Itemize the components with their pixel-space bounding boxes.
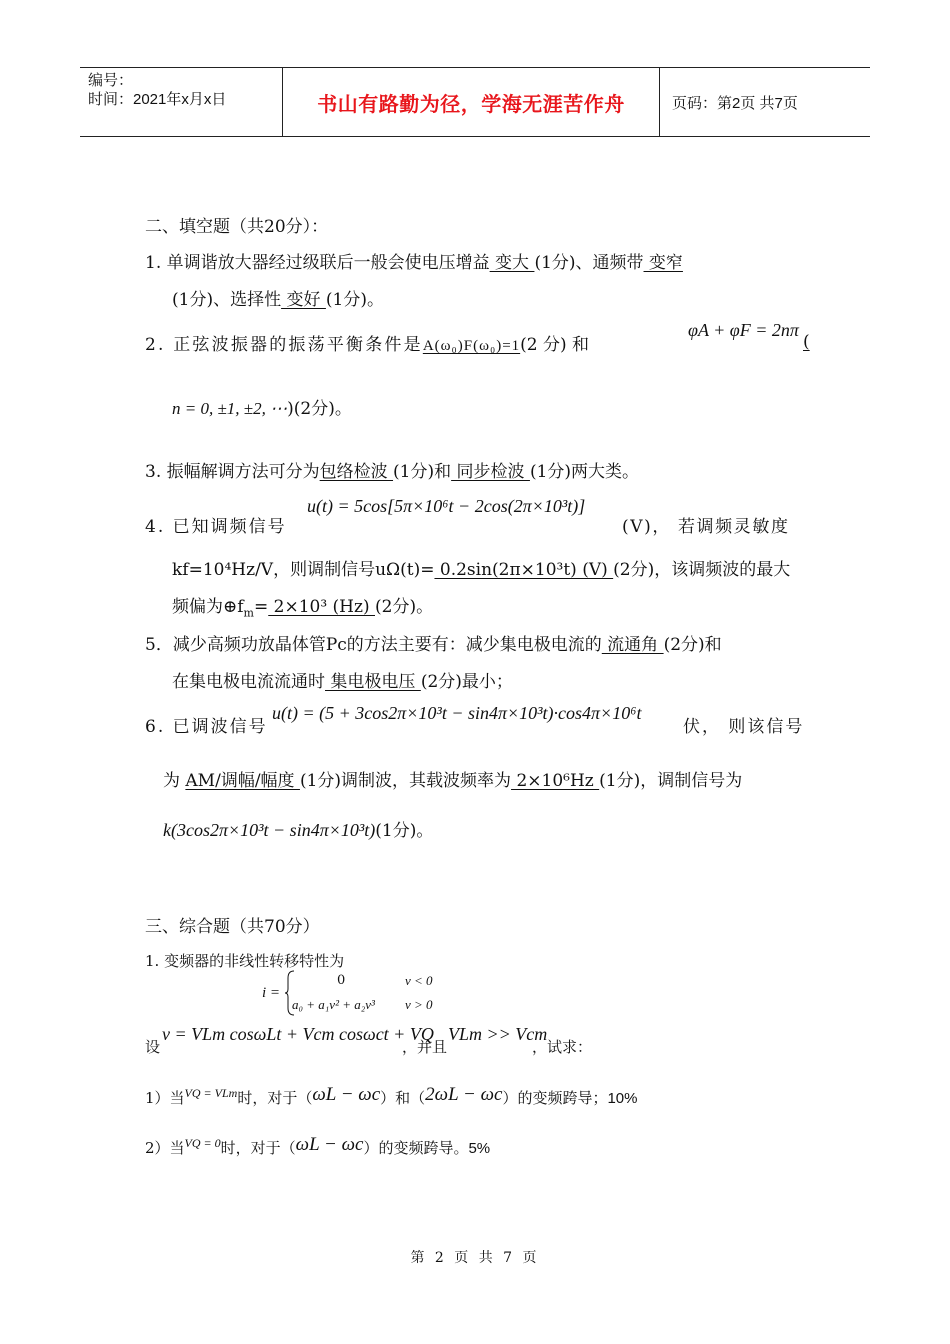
q5-answer-angle: 流通角 bbox=[601, 635, 664, 655]
q4-text-e: 频偏为 bbox=[172, 597, 223, 617]
q6-text-c: 为 bbox=[163, 771, 180, 791]
q2-text-b: (2 分) 和 bbox=[520, 335, 590, 355]
question-3 bbox=[145, 457, 639, 482]
question-1-line1 bbox=[145, 248, 683, 273]
q5-text-d: (2分)最小； bbox=[420, 672, 513, 692]
q2-answer-balance: A(ω₀)F(ω₀)=1 bbox=[422, 338, 521, 354]
q6-text-b: 伏， 则该信号 bbox=[683, 717, 805, 737]
set-text-b: ，并且 bbox=[402, 1038, 448, 1056]
q3-text-a: 3. 振幅解调方法可分为 bbox=[145, 462, 320, 482]
q3-text-b: (1分)和 bbox=[393, 462, 452, 482]
s1-text-d: ）的变频跨导；10% bbox=[502, 1090, 638, 1107]
q2-phase-condition: φA + φF = 2nπ bbox=[688, 320, 799, 340]
q5-text-a: 5．减少高频功放晶体管Pc的方法主要有：减少集电极电流的 bbox=[145, 635, 602, 655]
s2-freq: ωL − ωc bbox=[295, 1134, 364, 1155]
question-4-line1 bbox=[145, 512, 287, 537]
q1-answer-gain: 变大 bbox=[489, 253, 535, 273]
page-footer: 第 2 页 共 7 页 bbox=[410, 1250, 540, 1266]
section2-title: 二、填空题（共20分）： bbox=[145, 217, 329, 237]
question-6-line3 bbox=[163, 816, 433, 841]
q4-text-a: 4. 已知调频信号 bbox=[145, 517, 287, 537]
q3-text-c: (1分)两大类。 bbox=[529, 462, 640, 482]
q4-text-d: (2分)，该调频波的最大 bbox=[613, 560, 791, 580]
piecewise-i: i = bbox=[262, 985, 281, 1001]
q4-answer-modulating: 0.2sin(2π×10³t) (V) bbox=[434, 560, 614, 580]
q4-text-c: kf=10⁴Hz/V，则调制信号uΩ(t)= bbox=[172, 560, 435, 580]
q3-answer-envelope: 包络检波 bbox=[319, 462, 394, 482]
q4-text-f: (2分)。 bbox=[375, 597, 434, 617]
section3-title: 三、综合题（共70分） bbox=[145, 917, 320, 937]
question-5-line1 bbox=[145, 630, 722, 655]
page-header bbox=[80, 67, 870, 137]
q6-answer-carrier: 2×10⁶Hz bbox=[511, 771, 600, 791]
q2-text-a: 2. 正弦波振器的振荡平衡条件是 bbox=[145, 335, 423, 355]
question-4-line3: 频偏为$\oplus f_m= 2\times 10^3$ (Hz) (2分)。 bbox=[172, 597, 434, 620]
question-4-line2 bbox=[172, 555, 790, 580]
s1-freq-2: 2ωL − ωc bbox=[425, 1084, 503, 1105]
q6-am-signal: u(t) = (5 + 3cos2π×10³t − sin4π×10³t)·cos4π×10⁶t bbox=[272, 703, 642, 723]
q5-text-b: (2分)和 bbox=[663, 635, 722, 655]
s1-text-a: 1）当 bbox=[145, 1089, 185, 1107]
header-left-cell bbox=[80, 68, 283, 136]
question-1-line2 bbox=[172, 285, 384, 310]
q2-n-values: n = 0, ±1, ±2, ⋯ bbox=[172, 399, 288, 418]
q1-answer-bandwidth: 变窄 bbox=[643, 253, 683, 273]
q1-text-c: (1分)、选择性 bbox=[172, 290, 282, 310]
question-6-line2 bbox=[163, 766, 742, 791]
s1-text-b: 时，对于（ bbox=[237, 1089, 313, 1107]
set-input-voltage: v = VLm cosωLt + Vcm cosωct + VQ bbox=[162, 1024, 434, 1044]
q4-answer-deviation: 2×10³ (Hz) bbox=[268, 597, 375, 617]
s1-text-c: ）和（ bbox=[380, 1089, 426, 1107]
q6-text-d: (1分)调制波，其载波频率为 bbox=[299, 771, 512, 791]
header-page-label: 页码：第2页 共7页 bbox=[672, 94, 798, 112]
question-5-line2 bbox=[172, 667, 513, 692]
q6-text-e: (1分)，调制信号为 bbox=[599, 771, 743, 791]
q5-text-c: 在集电极电流流通时 bbox=[172, 672, 325, 692]
q4-text-b: (V)， 若调频灵敏度 bbox=[622, 517, 790, 537]
q6-modulating-signal: k(3cos2π×10³t − sin4π×10³t) bbox=[163, 820, 376, 840]
s2-text-b: 时，对于（ bbox=[220, 1139, 296, 1157]
document-time-label: 时间：2021年x月x日 bbox=[88, 91, 227, 108]
question-2-line1 bbox=[145, 330, 589, 355]
q2-paren-open: ( bbox=[803, 332, 810, 352]
q6-text-f: (1分)。 bbox=[375, 821, 434, 841]
set-amplitude-relation: VLm >> Vcm bbox=[448, 1024, 548, 1044]
s2-text-a: 2）当 bbox=[145, 1139, 185, 1157]
document-number-label: 编号： bbox=[88, 72, 134, 89]
s1-freq-1: ωL − ωc bbox=[312, 1084, 381, 1105]
piece-1-condition: v < 0 bbox=[405, 973, 433, 988]
piece-2-value: a₀ + a₁v² + a₂v³ bbox=[292, 997, 375, 1012]
s2-text-c: ）的变频跨导。5% bbox=[363, 1140, 491, 1157]
q1-text-a: 1. 单调谐放大器经过级联后一般会使电压增益 bbox=[145, 253, 490, 273]
q1-answer-selectivity: 变好 bbox=[281, 290, 326, 310]
set-text-a: 设 bbox=[145, 1038, 161, 1056]
q1-text-d: (1分)。 bbox=[325, 290, 384, 310]
subq-1-line bbox=[145, 1084, 638, 1108]
piece-2-condition: v > 0 bbox=[405, 997, 433, 1012]
q5-answer-voltage: 集电极电压 bbox=[325, 672, 421, 692]
piece-1-value: 0 bbox=[337, 973, 346, 988]
q3-answer-synchronous: 同步检波 bbox=[451, 462, 530, 482]
set-text-c: ，试求： bbox=[532, 1038, 593, 1056]
q4-fm-signal: u(t) = 5cos[5π×10⁶t − 2cos(2π×10³t)] bbox=[307, 496, 586, 516]
s2-condition: VQ = 0 bbox=[184, 1136, 221, 1150]
q1-text-b: (1分)、通频带 bbox=[534, 253, 644, 273]
q6-answer-type: AM/调幅/幅度 bbox=[185, 771, 300, 791]
q2-text-c: )(2分)。 bbox=[287, 399, 352, 419]
question-2-line2 bbox=[172, 394, 352, 419]
section3-question-1: 1. 变频器的非线性转移特性为 bbox=[145, 952, 345, 970]
q6-text-a: 6. 已调波信号 bbox=[145, 717, 268, 737]
header-motto: 书山有路勤为径，学海无涯苦作舟 bbox=[283, 68, 660, 136]
subq-2-line bbox=[145, 1134, 490, 1158]
s1-condition: VQ = VLm bbox=[184, 1086, 238, 1100]
